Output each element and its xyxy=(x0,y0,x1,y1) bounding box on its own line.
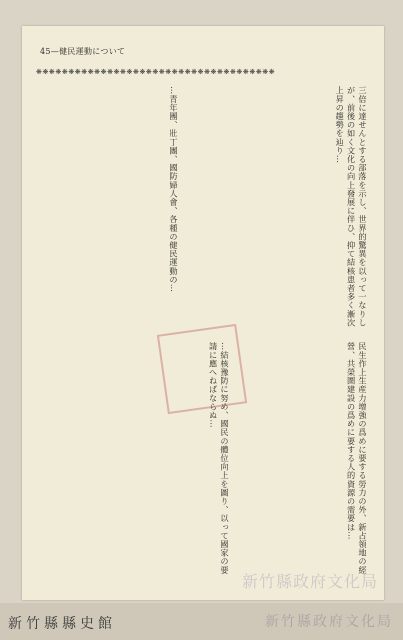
text-block-top-left: …青年團、壯丁團、國防婦人會、各種の健民運動の… xyxy=(169,86,179,293)
text-block-bottom-left: …結核豫防に努め、國民の體位向上を圖り、以って國家の要請に應へねばならぬ… xyxy=(208,342,230,575)
text-block-top-right: 三倍に達せんとする部落を示し、世界的驚異を以って一なりしが、前後の如く文化の向上發展に伴ひ、抑て結核患者多く漸次上昇の趨勢を辿り… xyxy=(335,86,368,327)
footer-watermark: 新竹縣政府文化局 xyxy=(265,614,393,630)
page-watermark: 新竹縣政府文化局 xyxy=(241,572,378,591)
decorative-rule: ❋❋❋❋❋❋❋❋❋❋❋❋❋❋❋❋❋❋❋❋❋❋❋❋❋❋❋❋❋❋❋❋❋❋❋❋❋ xyxy=(36,68,276,76)
page-header: 45—健民運動について xyxy=(40,47,126,56)
document-page xyxy=(22,26,384,600)
footer-label: 新竹縣縣史館 xyxy=(8,616,116,632)
archive-stamp xyxy=(157,324,247,414)
text-block-bottom-right: 民生作上生産力增強の爲めに要する勞力の外、新占領地の經營、共榮圏建設の爲めに要する人的資源の需要は… xyxy=(346,342,368,575)
